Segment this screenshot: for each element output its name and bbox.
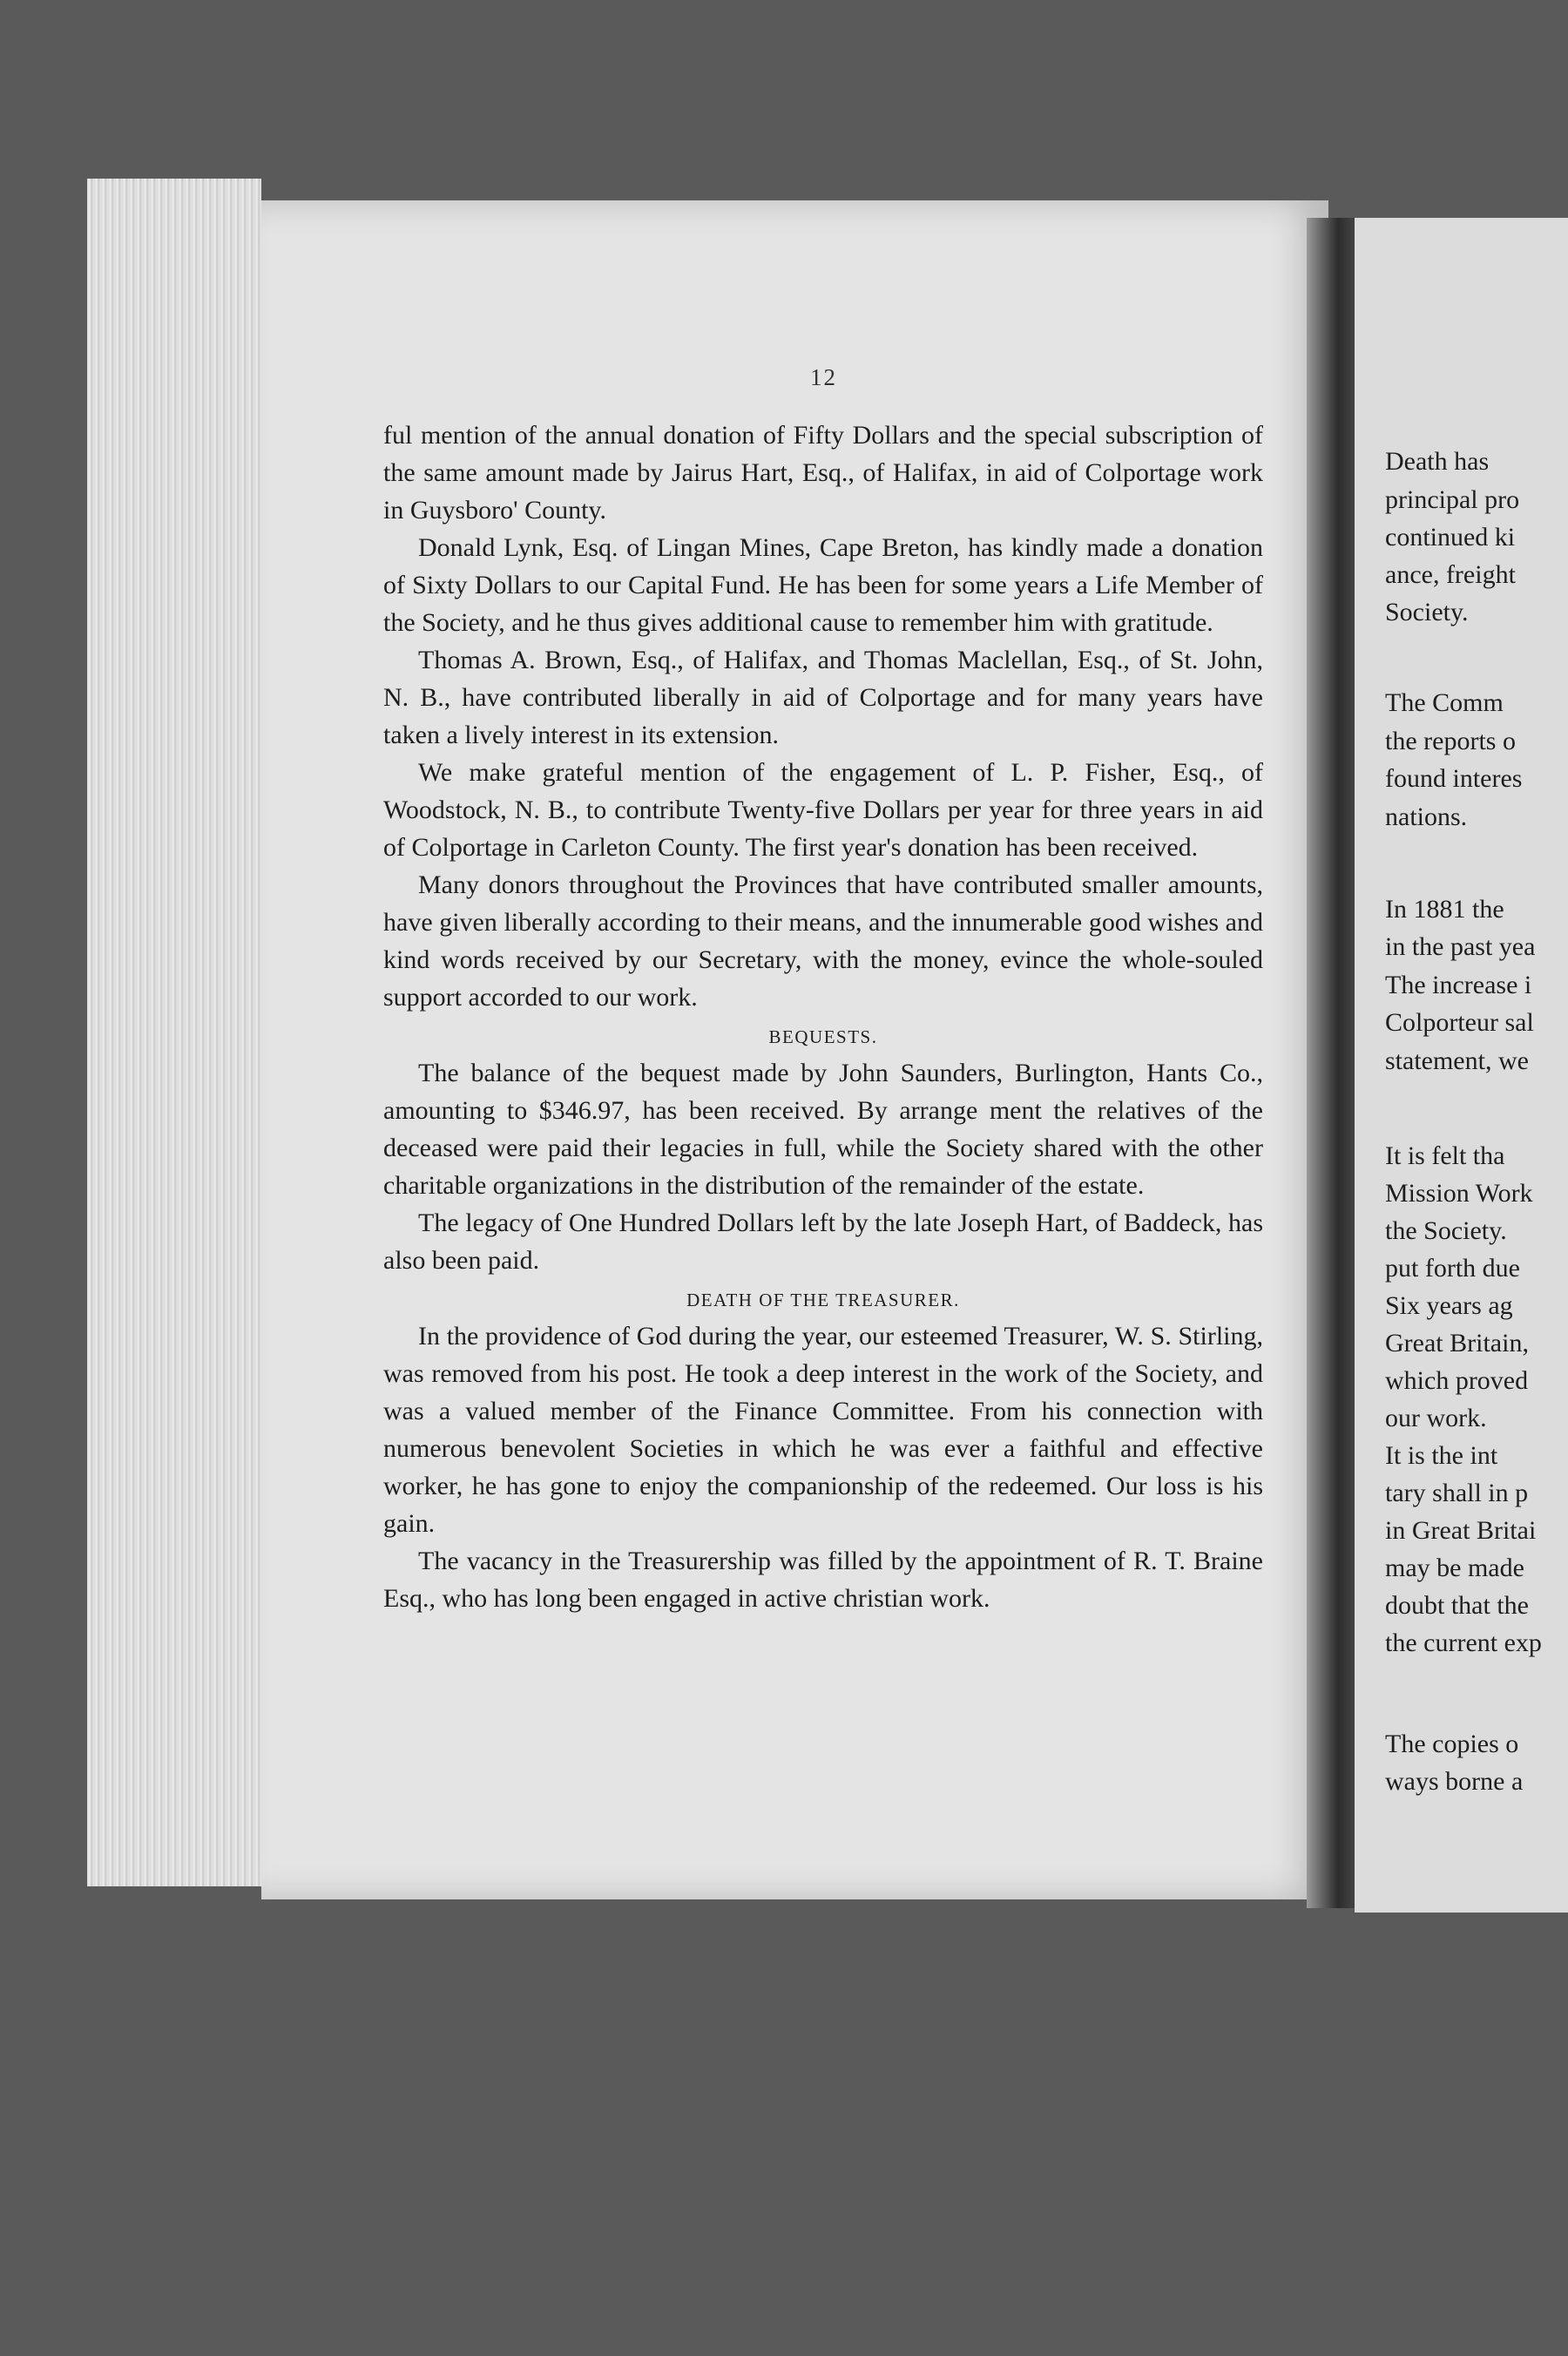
right-line: It is felt tha — [1385, 1141, 1505, 1170]
right-line: The copies o — [1385, 1730, 1519, 1758]
paragraph: The vacancy in the Treasurership was filled by the appointment of R. T. Braine Esq., who has long been engaged in active christian work. — [383, 1547, 1263, 1613]
right-line: in the past yea — [1385, 932, 1536, 961]
right-line: continued ki — [1385, 523, 1516, 552]
right-line: the reports o — [1385, 727, 1516, 755]
paragraph: Thomas A. Brown, Esq., of Halifax, and Thomas Maclellan, Esq., of St. John, N. B., have contributed liberally in aid of Colportage and for many years have taken a lively interest in its extension. — [383, 646, 1263, 749]
right-line: nations. — [1385, 802, 1468, 831]
right-line: put forth due — [1385, 1254, 1520, 1283]
paragraph: We make grateful mention of the engagement of L. P. Fisher, Esq., of Woodstock, N. B., to contribute Twenty-five Dollars per year for three years in aid of Colportage in Carleton County. The first year's donation has been received. — [383, 758, 1263, 862]
book-gutter — [1307, 218, 1359, 1908]
right-line: principal pro — [1385, 485, 1520, 514]
page-number: 12 — [810, 364, 837, 390]
paragraph: Many donors throughout the Provinces that have contributed smaller amounts, have given liberally according to their means, and the innumerable good wishes and kind words received by our Secretary, with the money, evince the whole-souled support accorded to our work. — [383, 870, 1263, 1012]
right-line: Mission Work — [1385, 1179, 1533, 1208]
right-line: The Comm — [1385, 688, 1504, 717]
paragraph: In the providence of God during the year, our esteemed Treasurer, W. S. Stirling, was removed from his post. He took a deep interest in the work of the Society, and was a valued member of the Finance Committee. From his connection with numerous benevolent Societies in which he was ever a faithful and effective worker, he has gone to enjoy the companionship of the redeemed. Our loss is his gain. — [383, 1322, 1263, 1538]
paragraph: The legacy of One Hundred Dollars left by the late Joseph Hart, of Baddeck, has also been paid. — [383, 1208, 1263, 1275]
right-line: The increase i — [1385, 971, 1532, 999]
page-edges — [87, 179, 261, 1886]
paragraph: ful mention of the annual donation of Fifty Dollars and the special subscription of the same amount made by Jairus Hart, Esq., of Halifax, in aid of Colportage work in Guysboro' County. — [383, 421, 1263, 525]
right-line: the current exp — [1385, 1628, 1542, 1657]
left-page-text — [383, 416, 1263, 1617]
right-line: tary shall in p — [1385, 1479, 1529, 1507]
right-line: ways borne a — [1385, 1767, 1524, 1796]
right-line: Colporteur sal — [1385, 1008, 1534, 1037]
right-line: statement, we — [1385, 1046, 1529, 1075]
right-line: in Great Britai — [1385, 1516, 1537, 1545]
right-line: Death has — [1385, 447, 1490, 476]
right-line: which proved — [1385, 1366, 1529, 1395]
right-line: Society. — [1385, 598, 1469, 626]
paragraph: Donald Lynk, Esq. of Lingan Mines, Cape Breton, has kindly made a donation of Sixty Dollars to our Capital Fund. He has been for some years a Life Member of the Society, and he thus gives additional cause to remember him with gratitude. — [383, 533, 1263, 637]
right-line: Great Britain, — [1385, 1329, 1529, 1357]
right-line: It is the int — [1385, 1441, 1498, 1470]
right-line: In 1881 the — [1385, 895, 1504, 924]
right-line: ance, freight — [1385, 560, 1516, 589]
paragraph: The balance of the bequest made by John Saunders, Burlington, Hants Co., amounting to $346.97, has been received. By arrange ment the relatives of the deceased were paid their legacies in full, while the Society shared with the other charitable organizations in the distribution of the remainder of the estate. — [383, 1059, 1263, 1200]
right-line: the Society. — [1385, 1216, 1507, 1245]
section-heading-bequests: BEQUESTS. — [768, 1026, 878, 1047]
right-line: doubt that the — [1385, 1591, 1529, 1620]
right-line: Six years ag — [1385, 1291, 1513, 1320]
section-heading-treasurer: DEATH OF THE TREASURER. — [686, 1290, 960, 1310]
right-line: our work. — [1385, 1404, 1487, 1432]
right-line: found interes — [1385, 764, 1523, 793]
right-line: may be made — [1385, 1554, 1524, 1582]
